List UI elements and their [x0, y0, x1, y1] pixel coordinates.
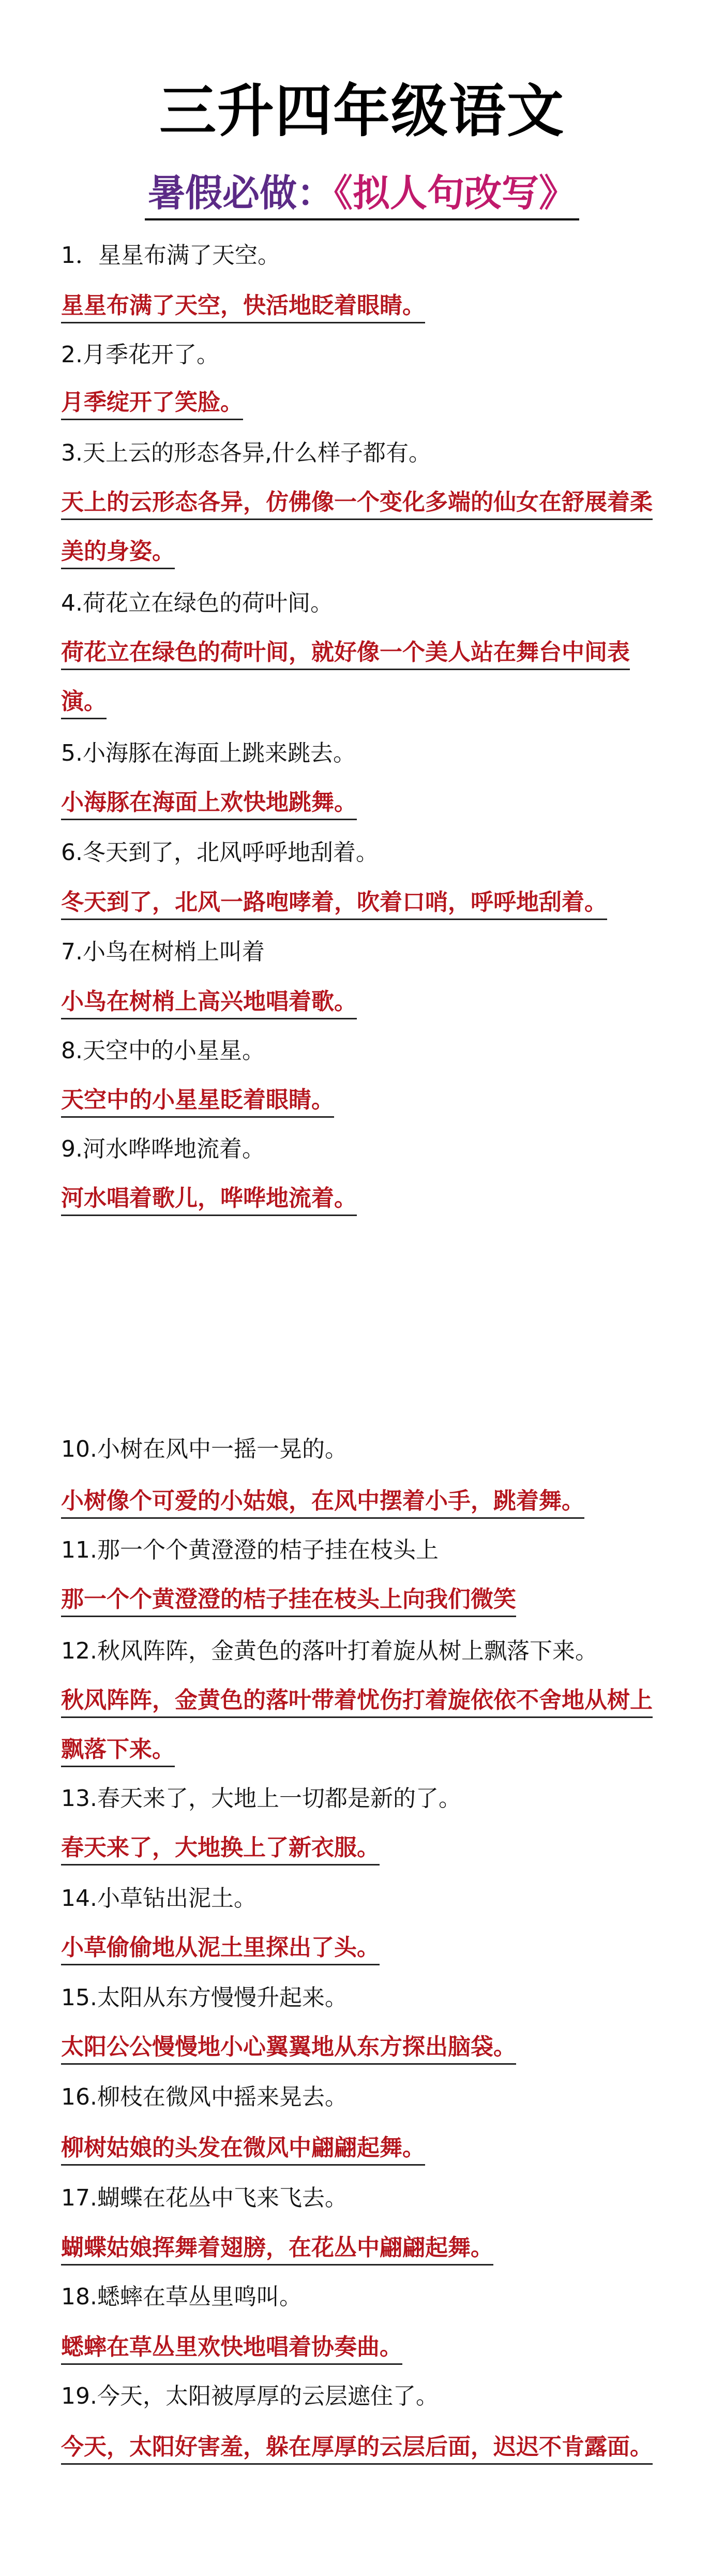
answer-line	[61, 889, 671, 916]
answer-text: 月季绽开了笑脸。	[61, 389, 243, 420]
question-line: 13.春天来了，大地上一切都是新的了。	[61, 1785, 461, 1812]
answer-line	[61, 389, 671, 417]
answer-text: 飘落下来。	[61, 1736, 175, 1767]
question-line: 16.柳枝在微风中摇来晃去。	[61, 2084, 348, 2110]
question-line: 11.那一个个黄澄澄的桔子挂在枝头上	[61, 1537, 439, 1563]
question-line: 17.蝴蝶在花丛中飞来飞去。	[61, 2185, 348, 2211]
answer-text: 天空中的小星星眨着眼睛。	[61, 1087, 334, 1118]
question-line: 10.小树在风中一摇一晃的。	[61, 1436, 348, 1462]
subtitle-lead: 暑假必做：	[147, 171, 334, 215]
answer-text: 小鸟在树梢上高兴地唱着歌。	[61, 988, 357, 1019]
answer-line	[61, 789, 671, 817]
question-line: 19.今天，太阳被厚厚的云层遮住了。	[61, 2383, 439, 2409]
answer-text: 柳树姑娘的头发在微风中翩翩起舞。	[61, 2135, 425, 2166]
answer-text: 美的身姿。	[61, 538, 175, 569]
subtitle-book-title: 《拟人句改写》	[334, 171, 577, 215]
answer-line	[61, 1185, 671, 1212]
answer-line	[61, 639, 671, 667]
answer-text: 小海豚在海面上欢快地跳舞。	[61, 789, 357, 820]
question-line: 1．星星布满了天空。	[61, 242, 280, 269]
answer-line	[61, 2135, 671, 2162]
answer-line	[61, 292, 671, 320]
page-title: 三升四年级语文	[159, 78, 565, 144]
answer-line	[61, 1488, 671, 1515]
answer-text: 演。	[61, 688, 107, 719]
answer-line	[61, 1834, 671, 1862]
question-line: 4.荷花立在绿色的荷叶间。	[61, 590, 333, 616]
answer-text: 秋风阵阵，金黄色的落叶带着忧伤打着旋依依不舍地从树上	[61, 1687, 653, 1718]
question-line: 7.小鸟在树梢上叫着	[61, 939, 265, 965]
answer-text: 河水唱着歌儿，哗哗地流着。	[61, 1185, 357, 1216]
answer-line	[61, 688, 671, 716]
answer-line	[61, 2334, 671, 2361]
answer-text: 天上的云形态各异，仿佛像一个变化多端的仙女在舒展着柔	[61, 489, 653, 520]
answer-line	[61, 489, 671, 516]
answer-text: 小树像个可爱的小姑娘，在风中摆着小手，跳着舞。	[61, 1488, 584, 1519]
answer-line	[61, 1934, 671, 1962]
answer-line	[61, 1687, 671, 1714]
answer-line	[61, 538, 671, 566]
answer-text: 荷花立在绿色的荷叶间，就好像一个美人站在舞台中间表	[61, 639, 630, 670]
answer-text: 星星布满了天空，快活地眨着眼睛。	[61, 292, 425, 323]
answer-line	[61, 1586, 671, 1613]
question-line: 9.河水哗哗地流着。	[61, 1136, 265, 1162]
question-line: 14.小草钻出泥土。	[61, 1885, 257, 1912]
question-line: 8.天空中的小星星。	[61, 1038, 265, 1064]
answer-text: 春天来了，大地换上了新衣服。	[61, 1834, 380, 1866]
answer-line	[61, 988, 671, 1016]
answer-line	[61, 1736, 671, 1764]
question-line: 3.天上云的形态各异,什么样子都有。	[61, 440, 431, 466]
answer-text: 那一个个黄澄澄的桔子挂在枝头上向我们微笑	[61, 1586, 516, 1617]
question-line: 5.小海豚在海面上跳来跳去。	[61, 740, 356, 766]
answer-text: 蝴蝶姑娘挥舞着翅膀，在花丛中翩翩起舞。	[61, 2234, 493, 2266]
answer-line	[61, 1087, 671, 1114]
answer-line	[61, 2034, 671, 2061]
answer-text: 蟋蟀在草丛里欢快地唱着协奏曲。	[61, 2334, 402, 2365]
answer-text: 冬天到了，北风一路咆哮着，吹着口哨，呼呼地刮着。	[61, 889, 607, 920]
question-line: 2.月季花开了。	[61, 342, 219, 368]
answer-line	[61, 2434, 671, 2461]
question-line: 18.蟋蟀在草丛里鸣叫。	[61, 2284, 302, 2310]
answer-text: 今天，太阳好害羞，躲在厚厚的云层后面，迟迟不肯露面。	[61, 2434, 653, 2465]
answer-text: 小草偷偷地从泥土里探出了头。	[61, 1934, 380, 1965]
question-line: 12.秋风阵阵，金黄色的落叶打着旋从树上飘落下来。	[61, 1638, 598, 1664]
answer-text: 太阳公公慢慢地小心翼翼地从东方探出脑袋。	[61, 2034, 516, 2065]
question-line: 15.太阳从东方慢慢升起来。	[61, 1985, 348, 2011]
question-line: 6.冬天到了，北风呼呼地刮着。	[61, 839, 379, 866]
answer-line	[61, 2234, 671, 2262]
